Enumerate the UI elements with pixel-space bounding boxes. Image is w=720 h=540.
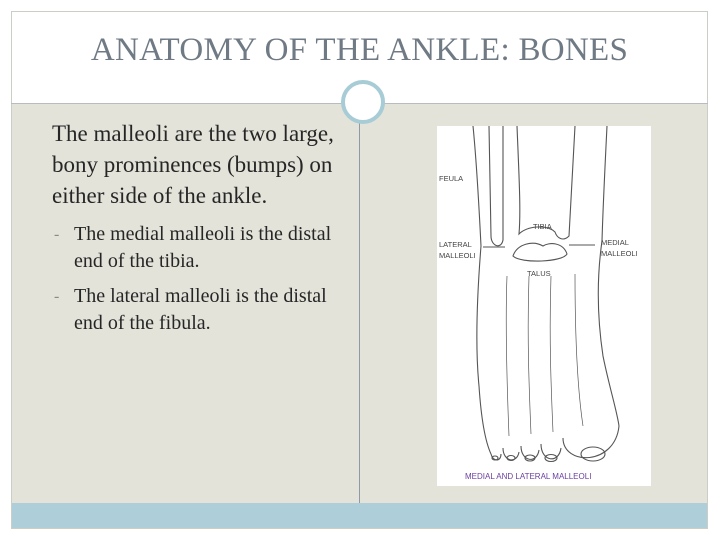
main-bullet-text: The malleoli are the two large, bony prominences (bumps) on either side of the ankle. bbox=[52, 121, 334, 208]
leg-outline-right bbox=[602, 126, 607, 241]
dash-icon: - bbox=[54, 288, 60, 305]
bullet-marker-icon:   bbox=[30, 121, 48, 146]
talus-bone bbox=[513, 243, 567, 261]
label-lateral-line1: LATERAL bbox=[439, 240, 472, 249]
label-medial-line1: MEDIAL bbox=[601, 238, 629, 247]
foot-outline-lateral bbox=[477, 246, 491, 454]
leg-outline-left bbox=[473, 126, 481, 246]
bullet-list bbox=[30, 118, 350, 337]
slide-title: ANATOMY OF THE ANKLE: BONES bbox=[90, 32, 629, 68]
label-fibula: FEULA bbox=[439, 174, 464, 183]
sub-bullet bbox=[30, 221, 350, 275]
sub-bullet-text: The lateral malleoli is the distal end of the fibula. bbox=[74, 285, 327, 334]
fibula-bone bbox=[489, 126, 503, 246]
label-talus: TALUS bbox=[527, 269, 551, 278]
footer-accent-bar bbox=[12, 503, 707, 528]
foot-outline-medial bbox=[598, 241, 619, 426]
foot-illustration bbox=[437, 126, 651, 486]
figure-caption: MEDIAL AND LATERAL MALLEOLI bbox=[465, 472, 592, 481]
main-bullet bbox=[30, 118, 350, 211]
label-tibia: TIBIA bbox=[533, 222, 552, 231]
label-lateral-line2: MALLEOLI bbox=[439, 251, 476, 260]
dash-icon: - bbox=[54, 226, 60, 243]
column-divider bbox=[359, 120, 360, 503]
sub-bullet bbox=[30, 283, 350, 337]
label-medial-line2: MALLEOLI bbox=[601, 249, 638, 258]
ankle-bones-figure bbox=[437, 126, 651, 486]
sub-bullet-text: The medial malleoli is the distal end of the tibia. bbox=[74, 223, 332, 272]
